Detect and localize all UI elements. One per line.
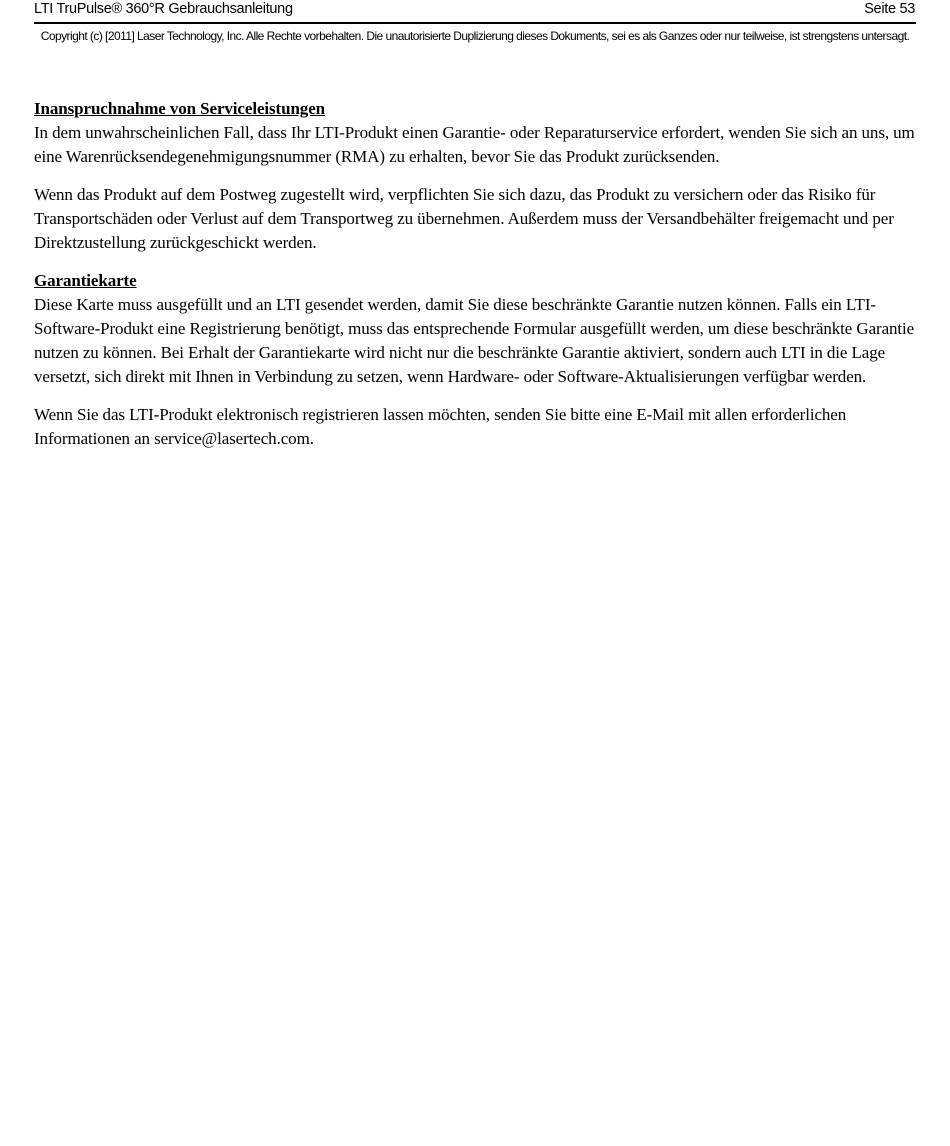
section-warranty-paragraph-1: Diese Karte muss ausgefüllt und an LTI gesendet werden, damit Sie diese beschränkte Garantie nutzen können. Falls ein LTI-Software-Produkt eine Registrierung benötigt, muss das entsprechende Formular ausgefüllt werden, um diese beschränkte Garantie nutzen zu können. Bei Erhalt der Garantiekarte wird nicht nur die beschränkte Garantie aktiviert, sondern auch LTI in die Lage versetzt, sich direkt mit Ihnen in Verbindung zu setzen, wenn Hardware- oder Software-Aktualisierungen verfügbar werden. bbox=[34, 295, 915, 386]
section-heading-service: Inanspruchnahme von Serviceleistungen bbox=[34, 99, 326, 118]
section-service-paragraph-1: In dem unwahrscheinlichen Fall, dass Ihr LTI-Produkt einen Garantie- oder Reparaturservice erfordert, wenden Sie sich an uns, um eine Warenrücksendegenehmigungsnummer (RMA) zu erhalten, bevor Sie das Produkt zurücksenden. bbox=[34, 123, 915, 166]
page-number: Seite 53 bbox=[864, 1, 915, 17]
section-heading-warranty-card: Garantiekarte bbox=[34, 271, 137, 290]
section-warranty-paragraph-2: Wenn Sie das LTI-Produkt elektronisch registrieren lassen möchten, senden Sie bitte eine E-Mail mit allen erforderlichen Informationen an service@lasertech.com. bbox=[34, 405, 847, 448]
page-header bbox=[34, 0, 916, 24]
header-title: LTI TruPulse® 360°R Gebrauchsanleitung bbox=[34, 1, 293, 17]
copyright-notice: Copyright (c) [2011] Laser Technology, Inc. Alle Rechte vorbehalten. Die unautorisierte Duplizierung dieses Dokuments, sei es als Ganzes oder nur teilweise, ist strengstens untersagt. bbox=[40, 29, 910, 43]
section-service-paragraph-2: Wenn das Produkt auf dem Postweg zugestellt wird, verpflichten Sie sich dazu, das Produkt zu versichern oder das Risiko für Transportschäden oder Verlust auf dem Transportweg zu übernehmen. Außerdem muss der Versandbehälter freigemacht und per Direktzustellung zurückgeschickt werden. bbox=[34, 185, 894, 252]
page-content bbox=[34, 97, 916, 451]
